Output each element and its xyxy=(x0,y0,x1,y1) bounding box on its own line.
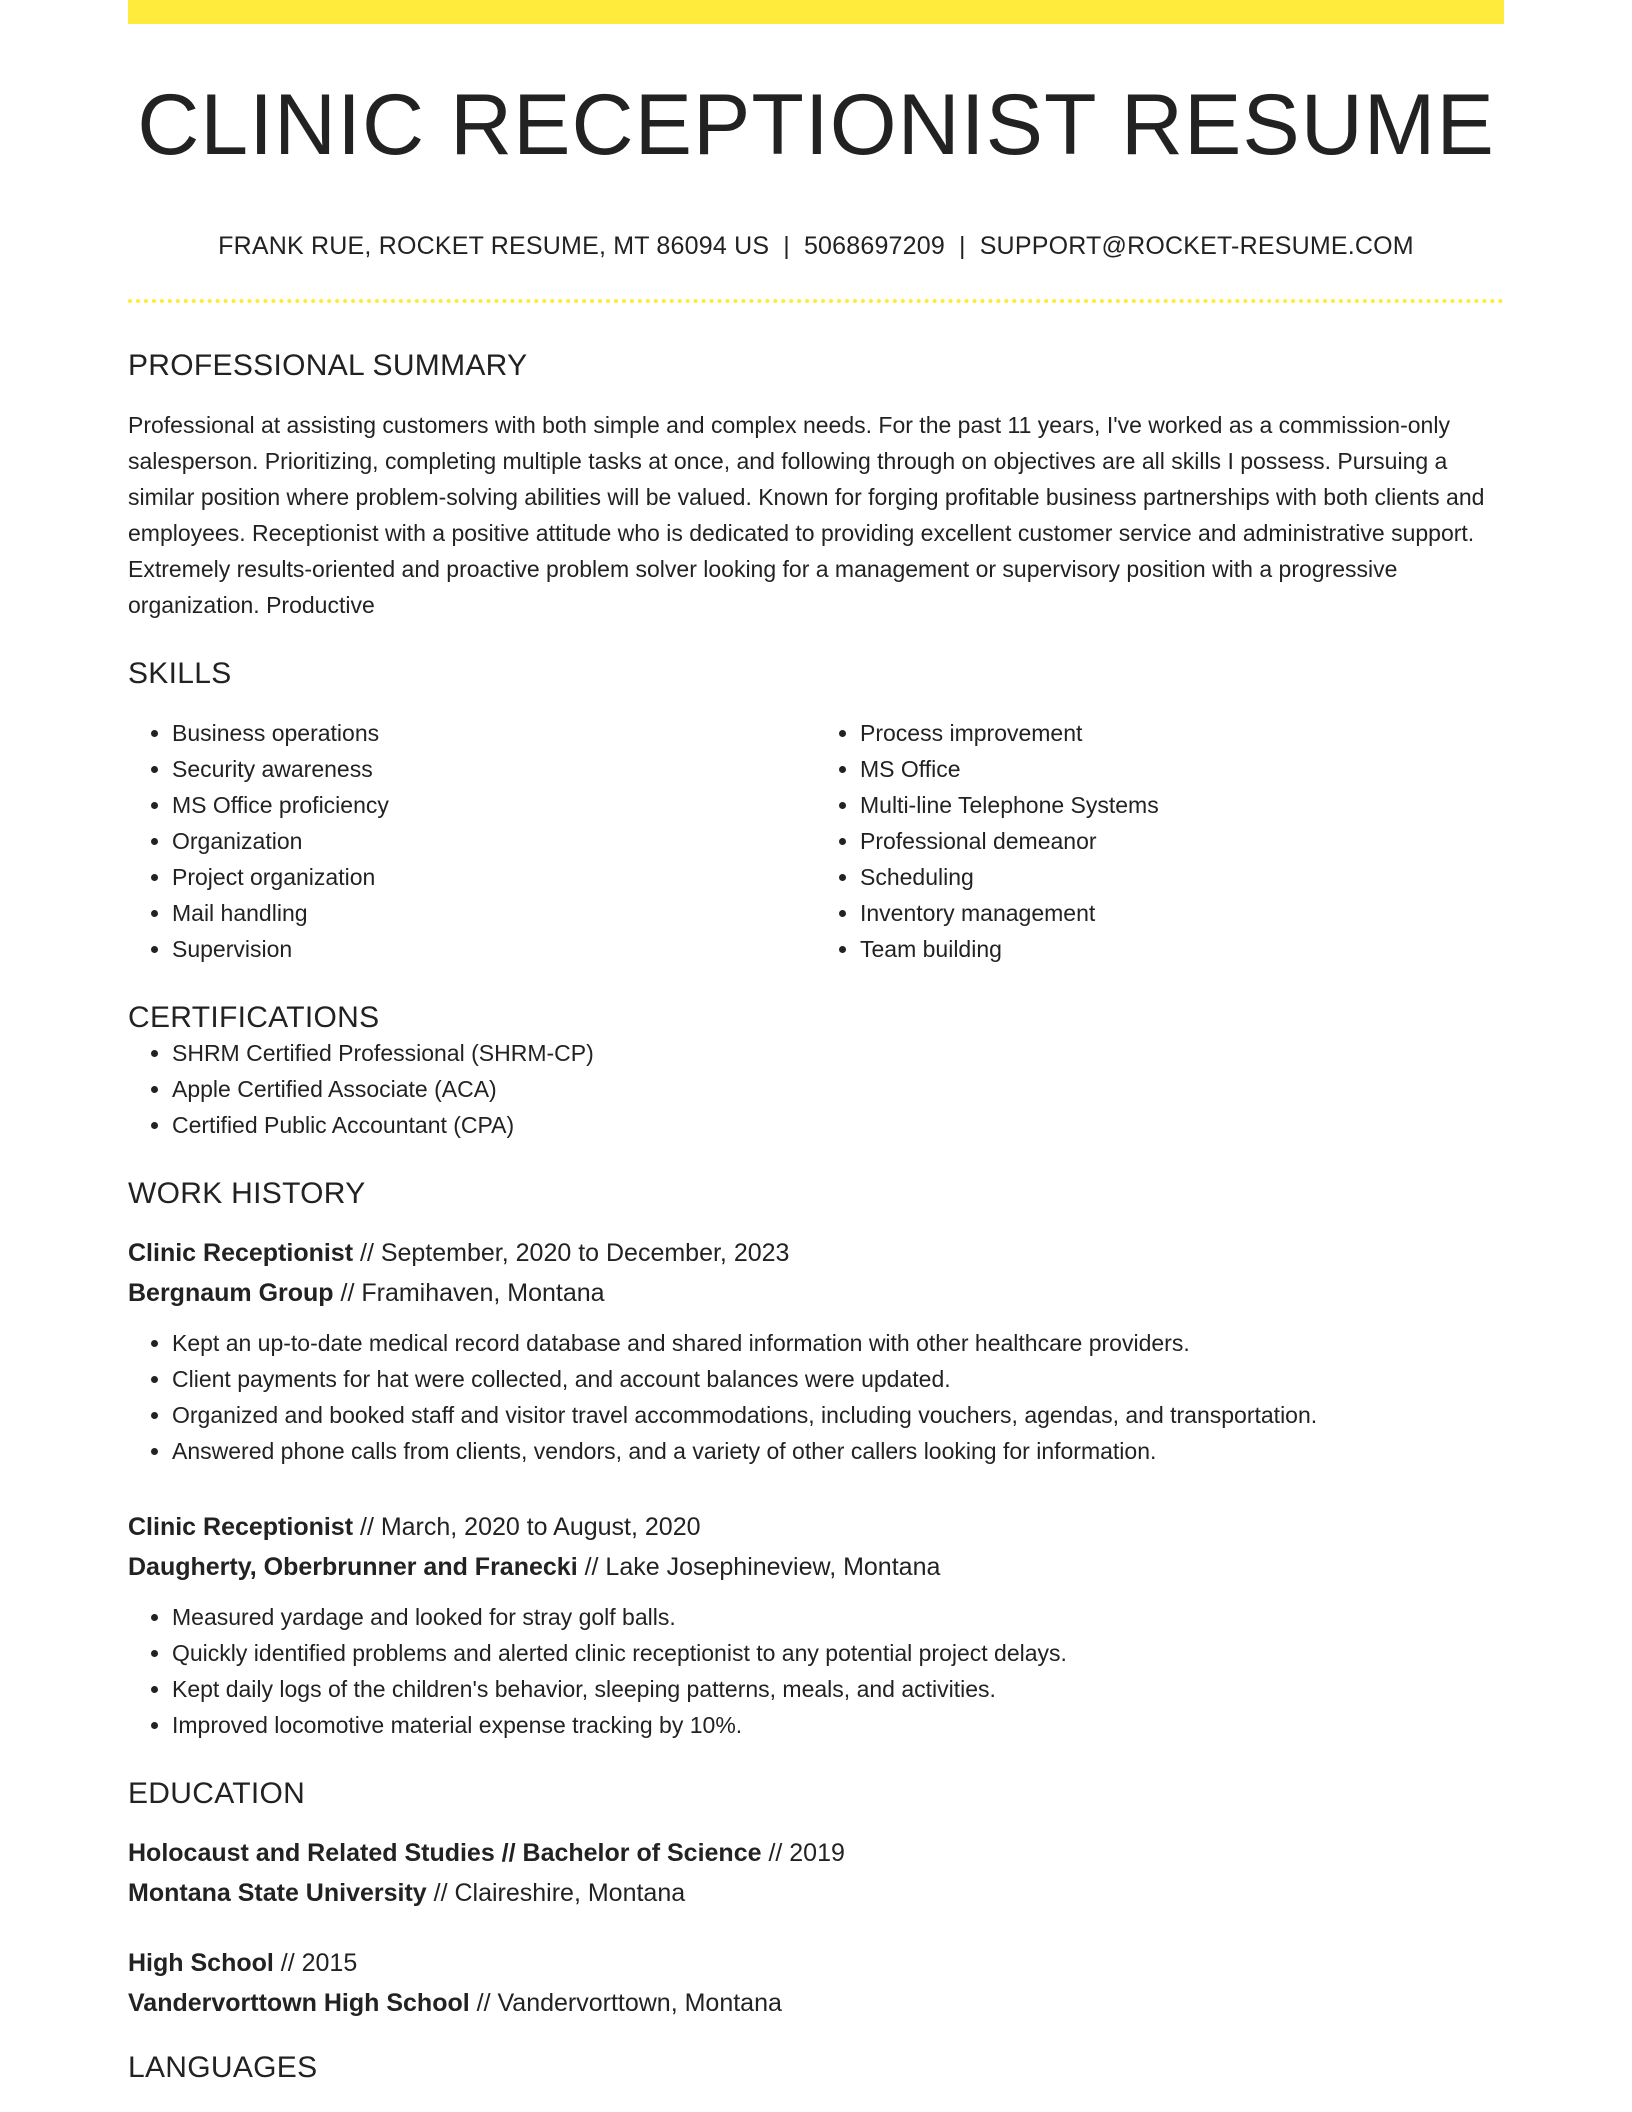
education-entry xyxy=(128,1943,1504,2023)
job-employer-line xyxy=(128,1273,1504,1313)
skill-item: • Scheduling xyxy=(860,859,1504,895)
skills-heading: SKILLS xyxy=(128,657,232,691)
job-dates: // March, 2020 to August, 2020 xyxy=(353,1513,701,1542)
job-duty: • Kept daily logs of the children's behavior, sleeping patterns, meals, and activities. xyxy=(172,1671,1504,1707)
education-degree-line xyxy=(128,1833,1504,1873)
work-history-heading: WORK HISTORY xyxy=(128,1177,366,1211)
contact-address: FRANK RUE, ROCKET RESUME, MT 86094 US xyxy=(218,232,770,261)
job-duty: • Kept an up-to-date medical record database and shared information with other healthcare providers. xyxy=(172,1325,1504,1361)
job-title: Clinic Receptionist xyxy=(128,1513,354,1542)
resume-title: CLINIC RECEPTIONIST RESUME xyxy=(137,77,1495,173)
skill-item: • Professional demeanor xyxy=(860,823,1504,859)
skills-grid xyxy=(128,715,1504,967)
education-degree: High School xyxy=(128,1949,274,1978)
job-employer: Daugherty, Oberbrunner and Franecki xyxy=(128,1553,578,1582)
job-duty: • Answered phone calls from clients, vendors, and a variety of other callers looking for information. xyxy=(172,1433,1504,1469)
education-school: Montana State University xyxy=(128,1879,427,1908)
skill-item: • Inventory management xyxy=(860,895,1504,931)
certifications-heading: CERTIFICATIONS xyxy=(128,1001,380,1035)
job-duty: • Measured yardage and looked for stray golf balls. xyxy=(172,1599,1504,1635)
top-accent-bar xyxy=(128,0,1504,24)
skill-item: • Business operations xyxy=(172,715,816,751)
skill-item: • Mail handling xyxy=(172,895,816,931)
certification-item: • Apple Certified Associate (ACA) xyxy=(172,1071,1504,1107)
job-entry xyxy=(128,1233,1504,1469)
job-title-line xyxy=(128,1233,1504,1273)
contact-line xyxy=(128,232,1504,261)
job-title: Clinic Receptionist xyxy=(128,1239,354,1268)
job-location: // Lake Josephineview, Montana xyxy=(577,1553,941,1582)
education-school-line xyxy=(128,1873,1504,1913)
summary-text: Professional at assisting customers with both simple and complex needs. For the past 11 years, I've worked as a commission-only salesperson. Prioritizing, completing multiple tasks at once, and following through on objectives are all skills I possess. Pursuing a similar position where problem-solving abilities will be valued. Known for forging profitable business partnerships with both clients and employees. Receptionist with a positive attitude who is dedicated to providing excellent customer service and administrative support. Extremely results-oriented and proactive problem solver looking for a management or supervisory position with a progressive organization. Productive xyxy=(128,412,1485,619)
job-employer-line xyxy=(128,1547,1504,1587)
education-school-line xyxy=(128,1983,1504,2023)
dotted-divider xyxy=(128,299,1504,303)
education-location: // Claireshire, Montana xyxy=(426,1879,686,1908)
certifications-list xyxy=(128,1035,1504,1143)
education-school: Vandervorttown High School xyxy=(128,1989,470,2018)
certification-item: • Certified Public Accountant (CPA) xyxy=(172,1107,1504,1143)
skill-item: • Multi-line Telephone Systems xyxy=(860,787,1504,823)
job-duty: • Client payments for hat were collected, and account balances were updated. xyxy=(172,1361,1504,1397)
education-year: // 2015 xyxy=(273,1949,358,1978)
skill-item: • Process improvement xyxy=(860,715,1504,751)
job-dates: // September, 2020 to December, 2023 xyxy=(353,1239,790,1268)
skill-item: • Supervision xyxy=(172,931,816,967)
skill-item: • MS Office proficiency xyxy=(172,787,816,823)
education-year: // 2019 xyxy=(761,1839,845,1868)
job-duty: • Quickly identified problems and alerted clinic receptionist to any potential project delays. xyxy=(172,1635,1504,1671)
job-duties-list xyxy=(128,1599,1504,1743)
education-location: // Vandervorttown, Montana xyxy=(469,1989,782,2018)
job-duty: • Improved locomotive material expense tracking by 10%. xyxy=(172,1707,1504,1743)
education-heading: EDUCATION xyxy=(128,1777,306,1811)
job-duty: • Organized and booked staff and visitor travel accommodations, including vouchers, agendas, and transportation. xyxy=(172,1397,1504,1433)
skill-item: • MS Office xyxy=(860,751,1504,787)
skills-list-right xyxy=(816,715,1504,967)
contact-separator: | xyxy=(783,232,790,261)
skill-item: • Team building xyxy=(860,931,1504,967)
summary-heading: PROFESSIONAL SUMMARY xyxy=(128,349,528,383)
skill-item: • Project organization xyxy=(172,859,816,895)
languages-heading: LANGUAGES xyxy=(128,2051,318,2085)
resume-page xyxy=(128,0,1504,2085)
education-degree: Holocaust and Related Studies // Bachelor of Science xyxy=(128,1839,762,1868)
job-employer: Bergnaum Group xyxy=(128,1279,334,1308)
skill-item: • Organization xyxy=(172,823,816,859)
education-entry xyxy=(128,1833,1504,1913)
skills-list-left xyxy=(128,715,816,967)
job-location: // Framihaven, Montana xyxy=(333,1279,605,1308)
contact-email: SUPPORT@ROCKET-RESUME.COM xyxy=(979,232,1414,261)
contact-separator: | xyxy=(958,232,966,261)
job-title-line xyxy=(128,1507,1504,1547)
job-entry xyxy=(128,1507,1504,1743)
certification-item: • SHRM Certified Professional (SHRM-CP) xyxy=(172,1035,1504,1071)
contact-phone: 5068697209 xyxy=(803,232,945,261)
job-duties-list xyxy=(128,1325,1504,1469)
education-degree-line xyxy=(128,1943,1504,1983)
skill-item: • Security awareness xyxy=(172,751,816,787)
